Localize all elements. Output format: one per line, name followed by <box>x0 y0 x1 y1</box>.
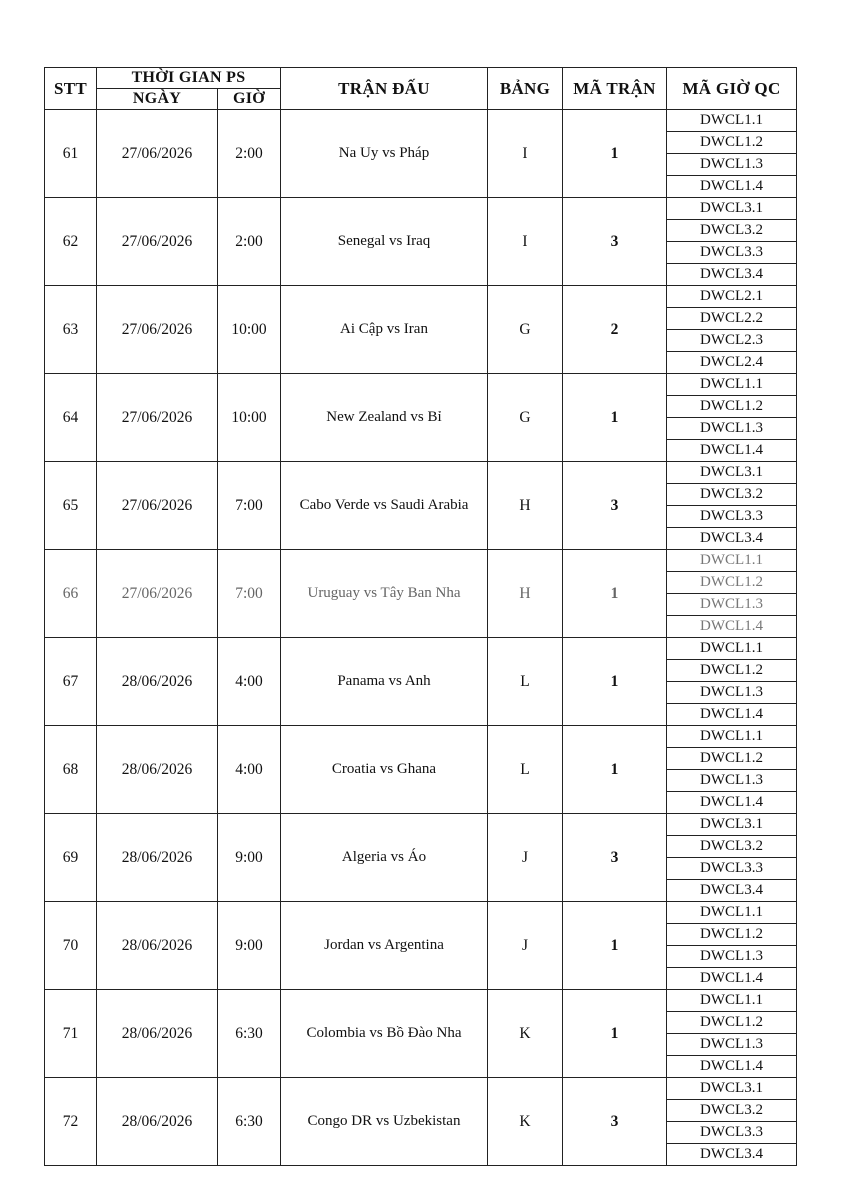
schedule-table <box>44 67 797 1166</box>
time-cell: 6:30 <box>218 990 281 1078</box>
table-row <box>45 550 797 572</box>
qc-code-cell: DWCL1.2 <box>667 1012 797 1034</box>
header-tran-dau: TRẬN ĐẤU <box>281 68 488 110</box>
qc-code-cell: DWCL3.3 <box>667 1122 797 1144</box>
match-code-cell: 3 <box>563 462 667 550</box>
table-row <box>45 1078 797 1100</box>
match-code-cell: 2 <box>563 286 667 374</box>
table-row <box>45 990 797 1012</box>
group-cell: H <box>488 462 563 550</box>
qc-code-cell: DWCL1.1 <box>667 110 797 132</box>
header-ngay: NGÀY <box>97 89 218 110</box>
group-cell: L <box>488 638 563 726</box>
qc-code-cell: DWCL3.3 <box>667 506 797 528</box>
header-ma-tran: MÃ TRẬN <box>563 68 667 110</box>
qc-code-cell: DWCL1.4 <box>667 616 797 638</box>
stt-cell: 70 <box>45 902 97 990</box>
qc-code-cell: DWCL2.2 <box>667 308 797 330</box>
qc-code-cell: DWCL3.4 <box>667 1144 797 1166</box>
match-cell: Jordan vs Argentina <box>281 902 488 990</box>
time-cell: 10:00 <box>218 374 281 462</box>
match-cell: Colombia vs Bồ Đào Nha <box>281 990 488 1078</box>
time-cell: 10:00 <box>218 286 281 374</box>
stt-cell: 69 <box>45 814 97 902</box>
match-cell: Na Uy vs Pháp <box>281 110 488 198</box>
table-row <box>45 110 797 132</box>
qc-code-cell: DWCL1.1 <box>667 902 797 924</box>
qc-code-cell: DWCL3.3 <box>667 242 797 264</box>
date-cell: 27/06/2026 <box>97 550 218 638</box>
stt-cell: 62 <box>45 198 97 286</box>
group-cell: K <box>488 990 563 1078</box>
qc-code-cell: DWCL2.3 <box>667 330 797 352</box>
qc-code-cell: DWCL1.2 <box>667 748 797 770</box>
match-cell: Cabo Verde vs Saudi Arabia <box>281 462 488 550</box>
qc-code-cell: DWCL3.4 <box>667 264 797 286</box>
group-cell: H <box>488 550 563 638</box>
match-code-cell: 3 <box>563 198 667 286</box>
qc-code-cell: DWCL1.2 <box>667 924 797 946</box>
time-cell: 4:00 <box>218 638 281 726</box>
table-body <box>45 110 797 1166</box>
date-cell: 27/06/2026 <box>97 374 218 462</box>
qc-code-cell: DWCL3.1 <box>667 198 797 220</box>
match-cell: New Zealand vs Bỉ <box>281 374 488 462</box>
date-cell: 28/06/2026 <box>97 638 218 726</box>
qc-code-cell: DWCL1.4 <box>667 704 797 726</box>
group-cell: J <box>488 814 563 902</box>
date-cell: 27/06/2026 <box>97 198 218 286</box>
header-thoi-gian-ps: THỜI GIAN PS <box>97 68 281 89</box>
qc-code-cell: DWCL2.1 <box>667 286 797 308</box>
match-cell: Ai Cập vs Iran <box>281 286 488 374</box>
table-row <box>45 726 797 748</box>
qc-code-cell: DWCL1.4 <box>667 792 797 814</box>
time-cell: 2:00 <box>218 198 281 286</box>
date-cell: 27/06/2026 <box>97 286 218 374</box>
qc-code-cell: DWCL1.1 <box>667 726 797 748</box>
date-cell: 28/06/2026 <box>97 990 218 1078</box>
time-cell: 9:00 <box>218 902 281 990</box>
qc-code-cell: DWCL1.4 <box>667 968 797 990</box>
qc-code-cell: DWCL1.2 <box>667 572 797 594</box>
qc-code-cell: DWCL3.1 <box>667 1078 797 1100</box>
time-cell: 2:00 <box>218 110 281 198</box>
match-cell: Uruguay vs Tây Ban Nha <box>281 550 488 638</box>
table-row <box>45 638 797 660</box>
qc-code-cell: DWCL1.3 <box>667 154 797 176</box>
qc-code-cell: DWCL1.3 <box>667 594 797 616</box>
stt-cell: 68 <box>45 726 97 814</box>
stt-cell: 61 <box>45 110 97 198</box>
time-cell: 7:00 <box>218 462 281 550</box>
qc-code-cell: DWCL3.1 <box>667 814 797 836</box>
header-ma-gio-qc: MÃ GIỜ QC <box>667 68 797 110</box>
time-cell: 4:00 <box>218 726 281 814</box>
match-code-cell: 3 <box>563 814 667 902</box>
match-code-cell: 1 <box>563 726 667 814</box>
match-cell: Congo DR vs Uzbekistan <box>281 1078 488 1166</box>
group-cell: I <box>488 198 563 286</box>
group-cell: L <box>488 726 563 814</box>
match-code-cell: 1 <box>563 374 667 462</box>
qc-code-cell: DWCL1.1 <box>667 374 797 396</box>
stt-cell: 71 <box>45 990 97 1078</box>
group-cell: K <box>488 1078 563 1166</box>
table-row <box>45 286 797 308</box>
qc-code-cell: DWCL1.2 <box>667 396 797 418</box>
match-code-cell: 1 <box>563 990 667 1078</box>
date-cell: 28/06/2026 <box>97 814 218 902</box>
qc-code-cell: DWCL1.4 <box>667 176 797 198</box>
match-code-cell: 1 <box>563 550 667 638</box>
match-cell: Panama vs Anh <box>281 638 488 726</box>
match-code-cell: 1 <box>563 638 667 726</box>
header-gio: GIỜ <box>218 89 281 110</box>
qc-code-cell: DWCL1.3 <box>667 682 797 704</box>
qc-code-cell: DWCL1.2 <box>667 132 797 154</box>
qc-code-cell: DWCL1.1 <box>667 550 797 572</box>
match-cell: Algeria vs Áo <box>281 814 488 902</box>
table-row <box>45 902 797 924</box>
date-cell: 28/06/2026 <box>97 902 218 990</box>
date-cell: 27/06/2026 <box>97 110 218 198</box>
qc-code-cell: DWCL3.3 <box>667 858 797 880</box>
qc-code-cell: DWCL3.4 <box>667 528 797 550</box>
table-row <box>45 374 797 396</box>
qc-code-cell: DWCL3.2 <box>667 1100 797 1122</box>
qc-code-cell: DWCL1.3 <box>667 418 797 440</box>
qc-code-cell: DWCL3.2 <box>667 220 797 242</box>
qc-code-cell: DWCL1.2 <box>667 660 797 682</box>
qc-code-cell: DWCL3.2 <box>667 836 797 858</box>
date-cell: 27/06/2026 <box>97 462 218 550</box>
qc-code-cell: DWCL3.4 <box>667 880 797 902</box>
stt-cell: 72 <box>45 1078 97 1166</box>
group-cell: I <box>488 110 563 198</box>
match-code-cell: 3 <box>563 1078 667 1166</box>
header-stt: STT <box>45 68 97 110</box>
table-row <box>45 198 797 220</box>
qc-code-cell: DWCL3.2 <box>667 484 797 506</box>
table-header <box>45 68 797 110</box>
qc-code-cell: DWCL1.4 <box>667 1056 797 1078</box>
qc-code-cell: DWCL1.3 <box>667 770 797 792</box>
stt-cell: 66 <box>45 550 97 638</box>
group-cell: J <box>488 902 563 990</box>
qc-code-cell: DWCL1.1 <box>667 990 797 1012</box>
group-cell: G <box>488 286 563 374</box>
qc-code-cell: DWCL1.4 <box>667 440 797 462</box>
table-row <box>45 814 797 836</box>
match-code-cell: 1 <box>563 902 667 990</box>
time-cell: 6:30 <box>218 1078 281 1166</box>
table-row <box>45 462 797 484</box>
group-cell: G <box>488 374 563 462</box>
date-cell: 28/06/2026 <box>97 1078 218 1166</box>
time-cell: 9:00 <box>218 814 281 902</box>
stt-cell: 64 <box>45 374 97 462</box>
stt-cell: 65 <box>45 462 97 550</box>
qc-code-cell: DWCL2.4 <box>667 352 797 374</box>
date-cell: 28/06/2026 <box>97 726 218 814</box>
qc-code-cell: DWCL3.1 <box>667 462 797 484</box>
stt-cell: 67 <box>45 638 97 726</box>
stt-cell: 63 <box>45 286 97 374</box>
header-bang: BẢNG <box>488 68 563 110</box>
time-cell: 7:00 <box>218 550 281 638</box>
qc-code-cell: DWCL1.3 <box>667 946 797 968</box>
match-cell: Croatia vs Ghana <box>281 726 488 814</box>
qc-code-cell: DWCL1.1 <box>667 638 797 660</box>
qc-code-cell: DWCL1.3 <box>667 1034 797 1056</box>
match-code-cell: 1 <box>563 110 667 198</box>
match-cell: Senegal vs Iraq <box>281 198 488 286</box>
